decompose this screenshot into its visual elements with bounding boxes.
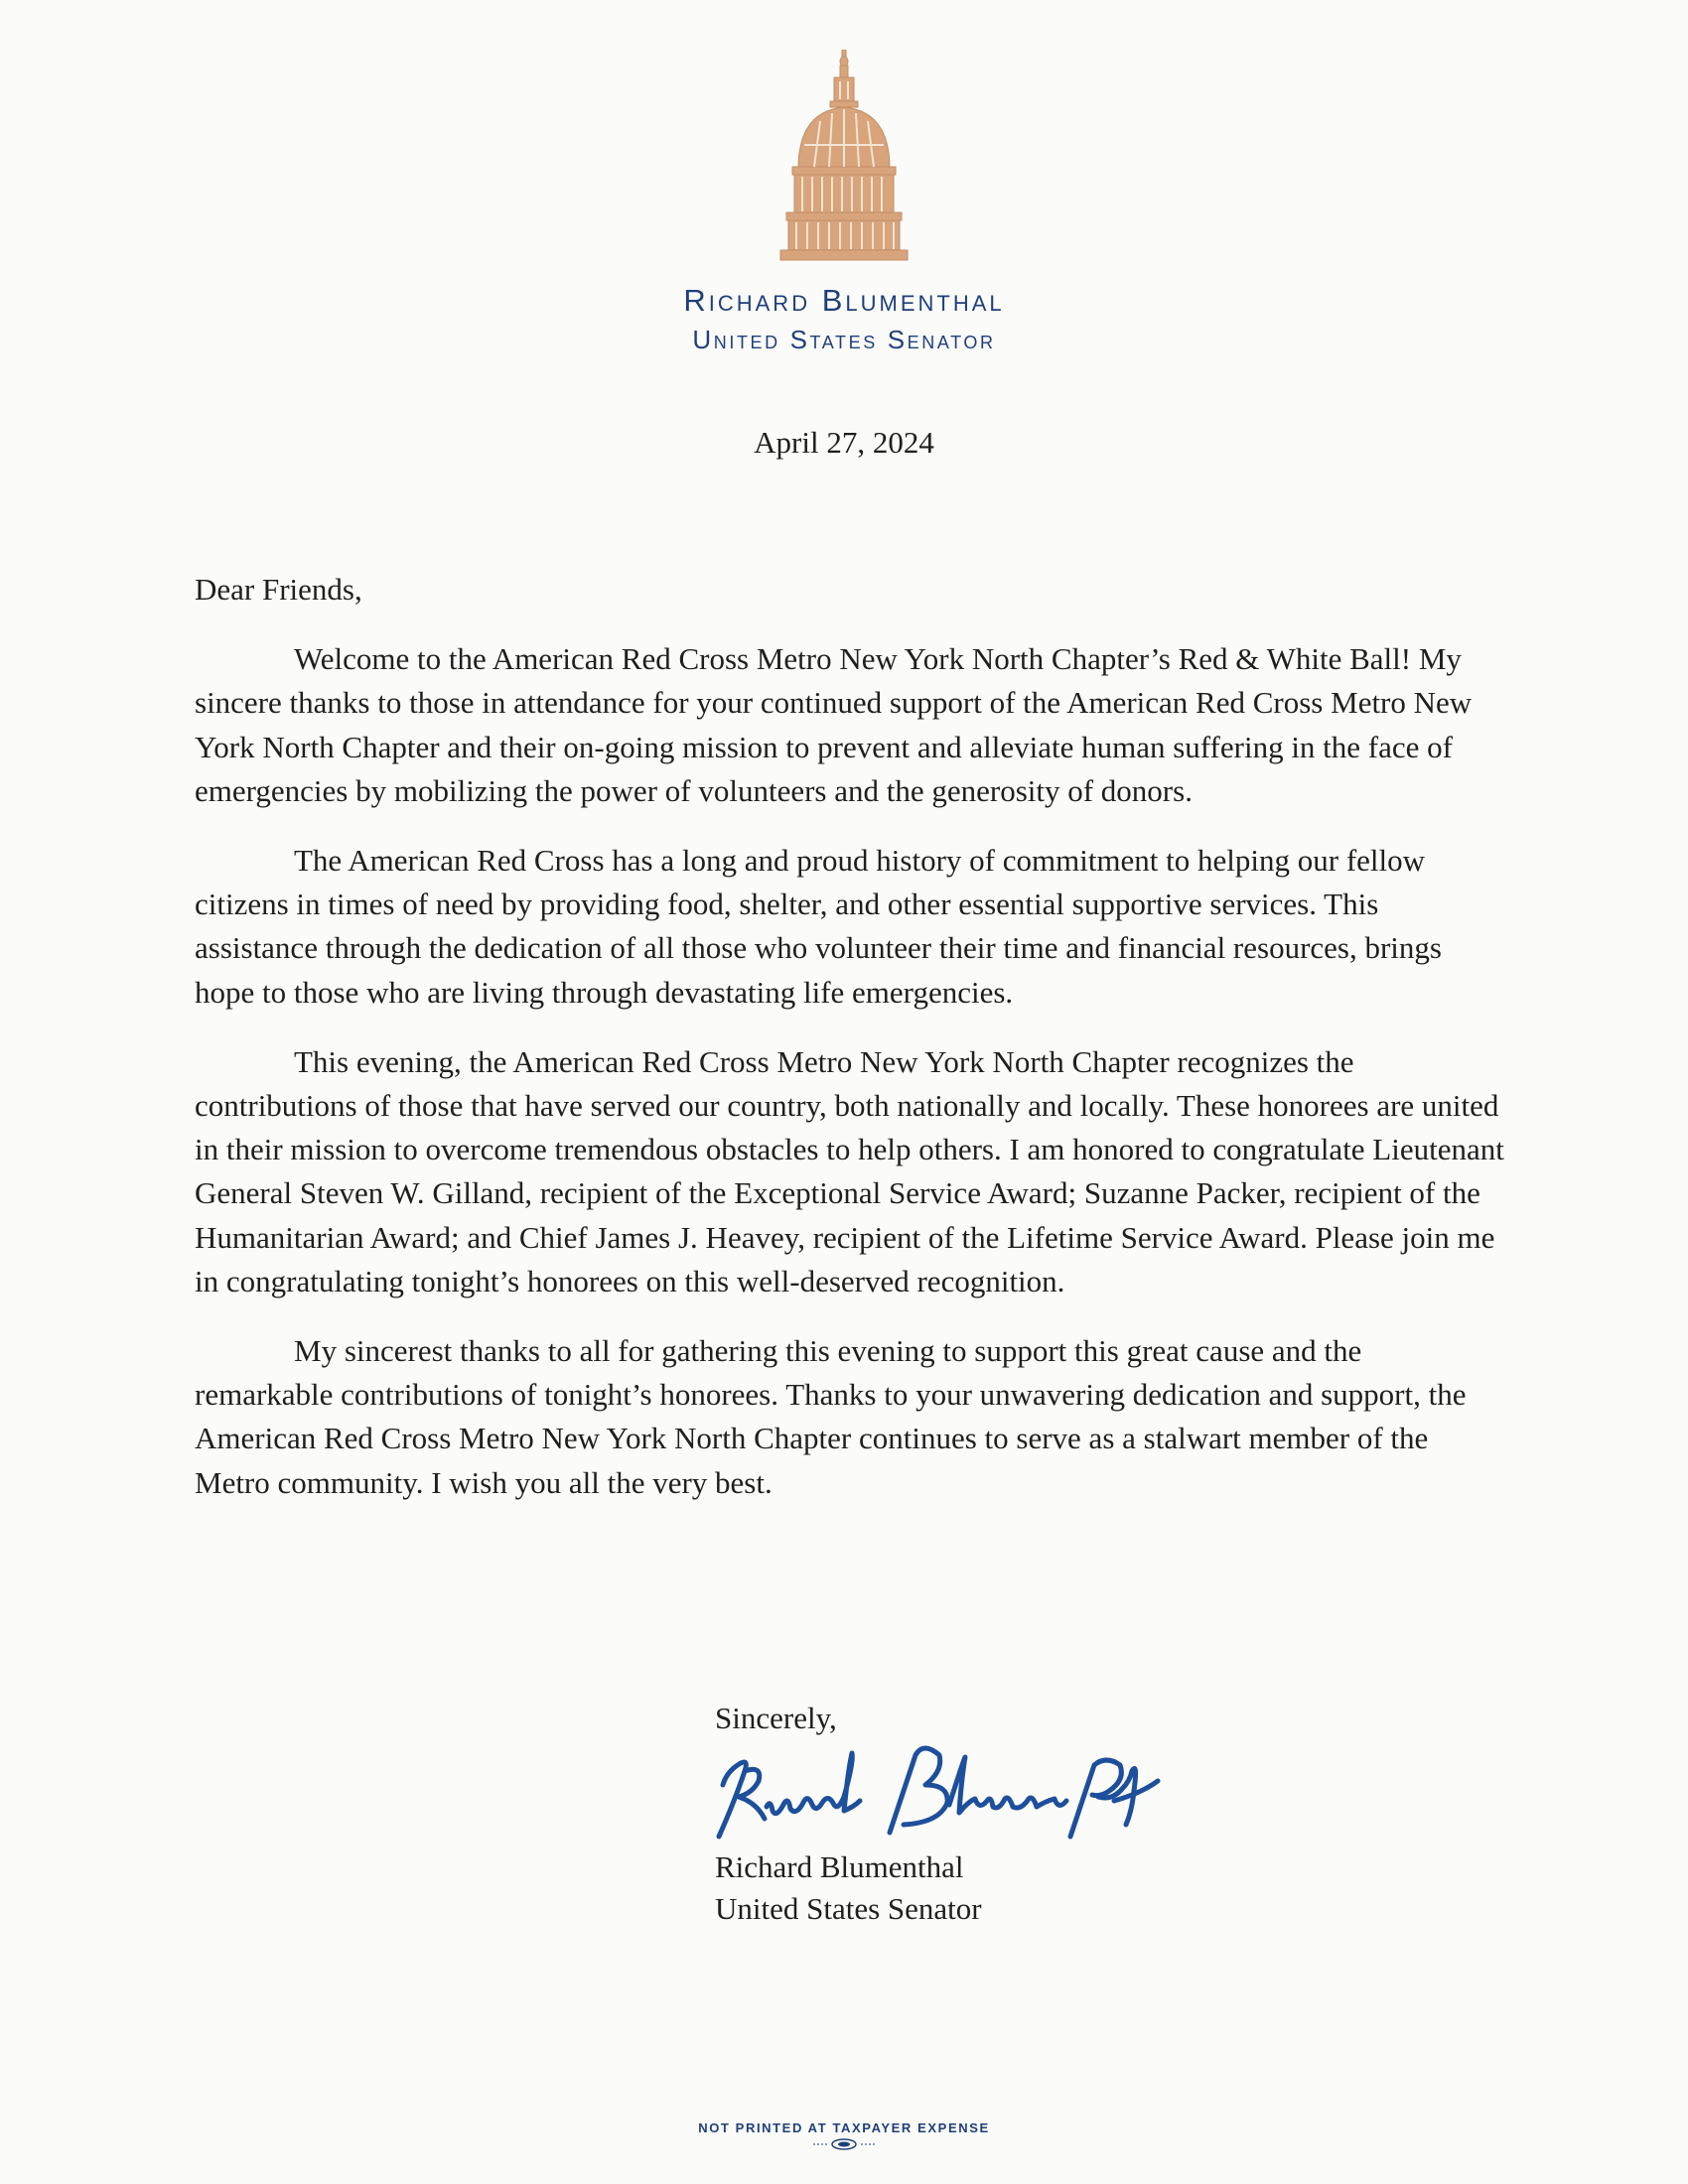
footer	[0, 2120, 1688, 2150]
letterhead-title: United States Senator	[692, 325, 996, 354]
letter-body	[195, 568, 1505, 1531]
body-paragraph: The American Red Cross has a long and proud history of commitment to helping our fellow citizens in times of need by providing food, shelter, and other essential supportive services. This assistance through the dedication of all those who volunteer their time and financial resources, brings hope to those who are living through devastating life emergencies.	[195, 843, 1442, 1010]
union-bug-icon	[809, 2138, 879, 2150]
letterhead	[0, 50, 1688, 355]
letterhead-name: Richard Blumenthal	[683, 283, 1005, 318]
body-paragraph: My sincerest thanks to all for gathering this evening to support this great cause and the remarkable contributions of tonight’s honorees. Thanks to your unwavering dedication and support, the American Red Cross Metro New York North Chapter continues to serve as a stalwart member of the Metro community. I wish you all the very best.	[195, 1333, 1467, 1500]
signer-title: United States Senator	[715, 1891, 982, 1926]
handwritten-signature	[705, 1741, 1172, 1850]
capitol-dome-icon	[774, 50, 914, 263]
body-paragraph: Welcome to the American Red Cross Metro New York North Chapter’s Red & White Ball! My sincere thanks to those in attendance for your continued support of the American Red Cross Metro New York North Chapter and their on-going mission to prevent and alleviate human suffering in the face of emergencies by mobilizing the power of volunteers and the generosity of donors.	[195, 641, 1473, 808]
letter-date: April 27, 2024	[754, 425, 934, 460]
salutation: Dear Friends,	[195, 572, 362, 607]
valediction: Sincerely,	[715, 1701, 837, 1735]
footer-notice: NOT PRINTED AT TAXPAYER EXPENSE	[698, 2120, 990, 2135]
signer-name: Richard Blumenthal	[715, 1849, 964, 1884]
closing-block	[715, 1698, 1172, 1930]
body-paragraph: This evening, the American Red Cross Metro New York North Chapter recognizes the contributions of those that have served our country, both nationally and locally. These honorees are united in their mission to overcome tremendous obstacles to help others. I am honored to congratulate Lieutenant General Steven W. Gilland, recipient of the Exceptional Service Award; Suzanne Packer, recipient of the Humanitarian Award; and Chief James J. Heavey, recipient of the Lifetime Service Award. Please join me in congratulating tonight’s honorees on this well-deserved recognition.	[195, 1043, 1504, 1298]
